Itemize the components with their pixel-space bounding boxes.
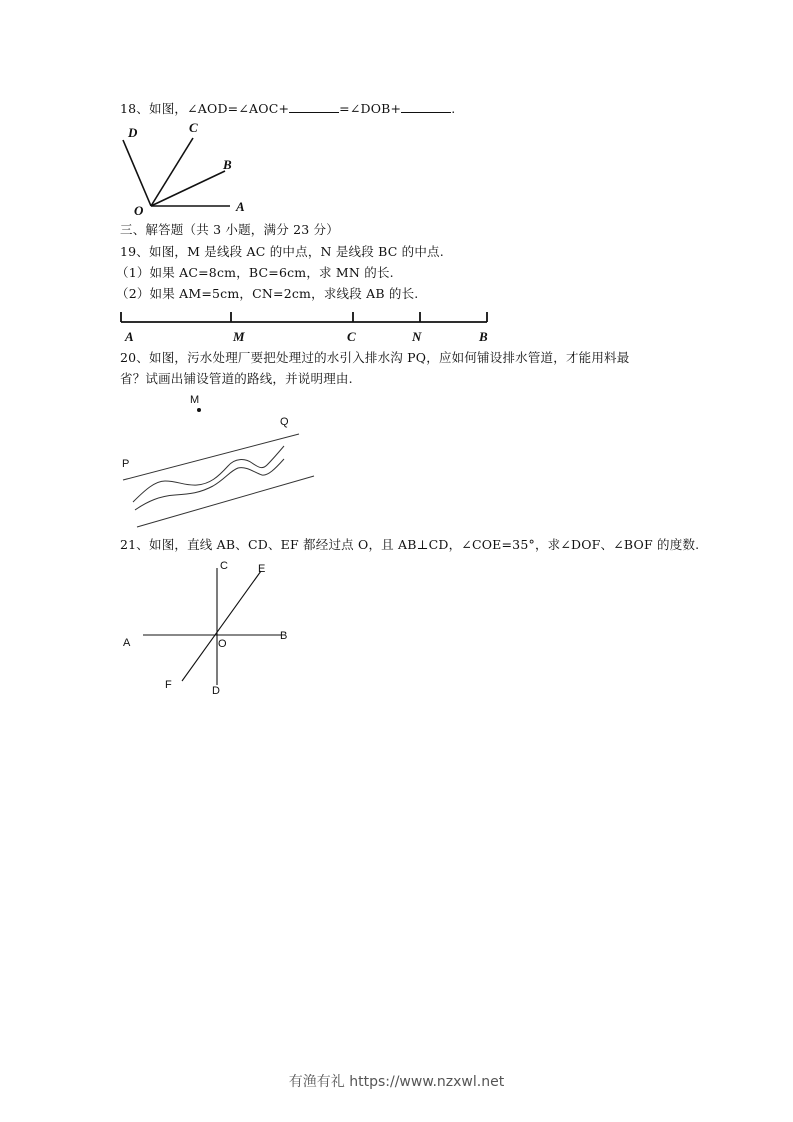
- label-C: C: [347, 329, 356, 344]
- label-E: E: [258, 563, 266, 575]
- point-M: [197, 408, 201, 412]
- q18-prefix: 18、如图，∠AOD=∠AOC+: [120, 101, 290, 116]
- label-D: D: [128, 125, 138, 140]
- section-3-title: 三、解答题（共 3 小题，满分 23 分）: [120, 222, 339, 237]
- label-N: N: [412, 329, 422, 344]
- label-B: B: [223, 157, 232, 172]
- label-B: B: [479, 329, 488, 344]
- label-C: C: [220, 560, 228, 572]
- q19-segment-figure: [115, 303, 510, 348]
- label-D: D: [212, 685, 220, 697]
- q18-suffix: .: [451, 101, 456, 116]
- label-O: O: [134, 203, 144, 218]
- q19-part-1: （1）如果 AC=8cm，BC=6cm，求 MN 的长.: [116, 265, 394, 280]
- q20-line-2: 省？试画出铺设管道的路线，并说明理由.: [120, 371, 353, 386]
- label-F: F: [165, 679, 172, 691]
- label-C: C: [189, 120, 198, 135]
- q21-stem: 21、如图，直线 AB、CD、EF 都经过点 O，且 AB⊥CD，∠COE=35°，求∠DOF、∠BOF 的度数.: [120, 537, 700, 552]
- label-P: P: [122, 458, 130, 470]
- q19-part-2: （2）如果 AM=5cm，CN=2cm，求线段 AB 的长.: [116, 286, 419, 301]
- label-Q: Q: [280, 416, 289, 428]
- q20-line-1: 20、如图，污水处理厂要把处理过的水引入排水沟 PQ，应如何铺设排水管道，才能用料最: [120, 350, 630, 365]
- label-B: B: [280, 630, 288, 642]
- label-M: M: [233, 329, 245, 344]
- q18-blank-1[interactable]: [289, 100, 339, 113]
- label-O: O: [218, 638, 227, 650]
- q18-middle: =∠DOB+: [339, 101, 402, 116]
- label-A: A: [236, 199, 245, 214]
- footer-watermark: 有渔有礼 https://www.nzxwl.net: [288, 1074, 505, 1090]
- label-A: A: [125, 329, 134, 344]
- q21-lines-figure: [110, 555, 310, 700]
- label-A: A: [123, 637, 131, 649]
- q18-blank-2[interactable]: [401, 100, 451, 113]
- q18-angle-figure: [110, 115, 260, 220]
- q19-stem: 19、如图，M 是线段 AC 的中点，N 是线段 BC 的中点.: [120, 244, 444, 259]
- label-M: M: [190, 394, 200, 406]
- q20-ditch-figure: [110, 385, 330, 535]
